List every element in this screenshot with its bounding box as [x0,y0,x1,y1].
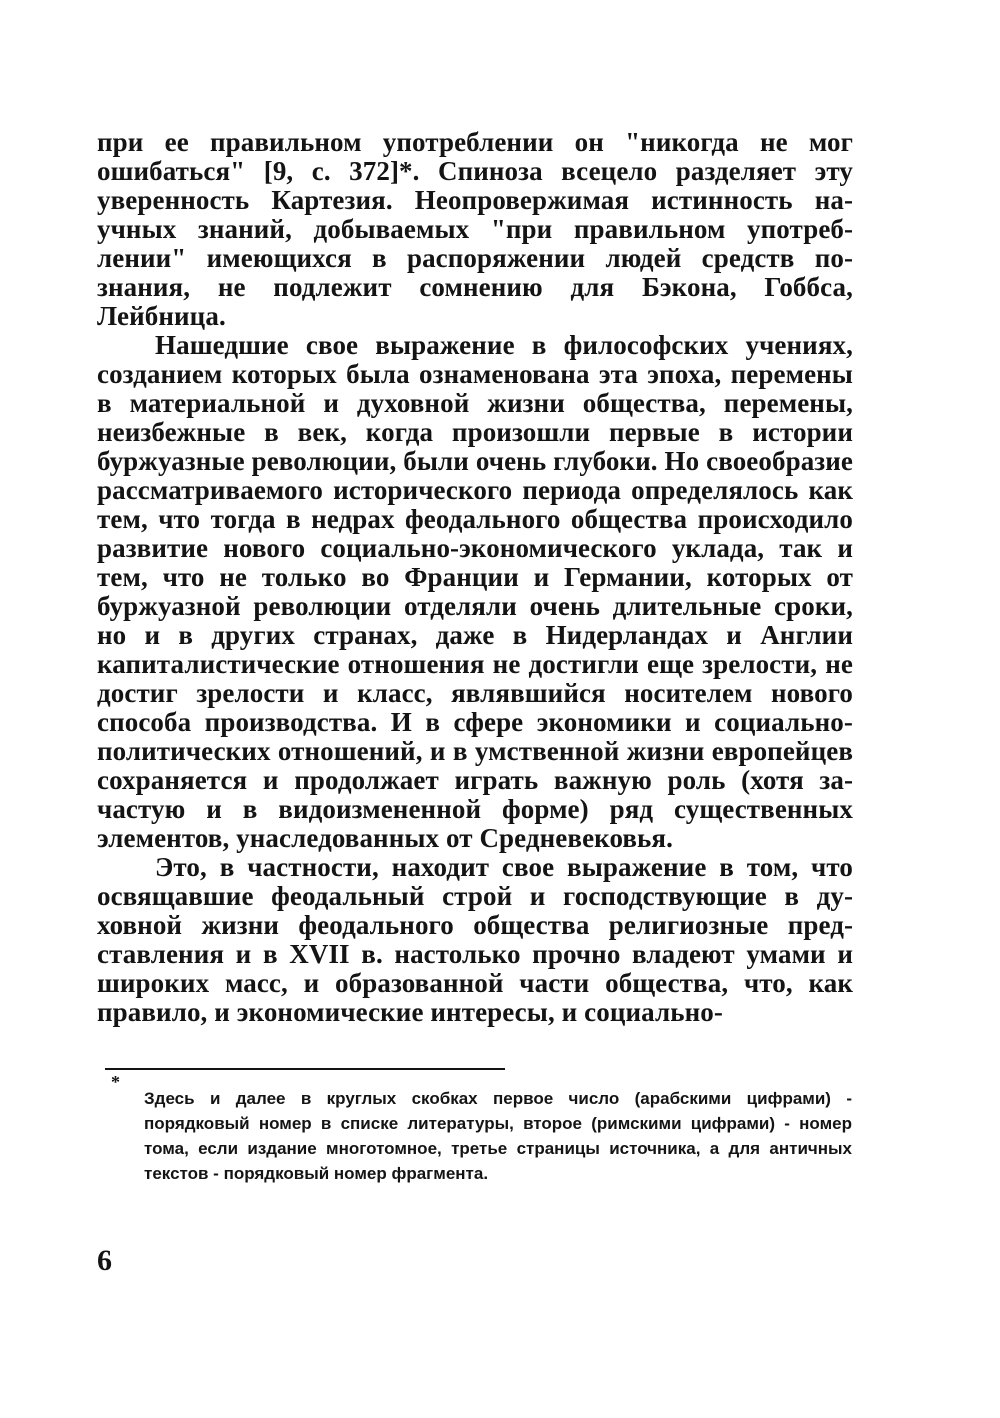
page-number: 6 [97,1244,112,1277]
footnote-text: Здесь и далее в круглых скобках первое число (арабскими цифрами) - порядковый номер в списке литературы, второе (римскими цифрами) - номер тома, если издание многотомное, третье страницы источника, а для античных текстов - порядковый номер фрагмента. [144,1089,852,1183]
paragraph: Нашедшие свое выражение в философских учениях, созданием которых была ознаменована эта эпоха, перемены в материальной и духовной жизни общества, перемены, неизбежные в век, когда произошли первые в истории буржуазные революции, были очень глубоки. Но своеобразие рассматриваемого исторического периода определялось как тем, что тогда в недрах феодального общества происходило развитие нового социально-экономического уклада, так и тем, что не только во Франции и Германии, которых от буржуазной революции отделяли очень длительные сроки, но и в других странах, даже в Нидерландах и Англии капиталистические отношения не достигли еще зрелости, не достиг зрелости и класс, являвшийся носителем нового способа производства. И в сфере экономики и социально-политических отношений, и в умственной жизни европейцев сохраняется и продолжает играть важную роль (хотя зачастую и в видоизмененной форме) ряд существенных элементов, унаследованных от Средневековья. [97,330,853,853]
paragraph-continuation: при ее правильном употреблении он "никогда не мог ошибаться" [9, с. 372]*. Спиноза всецело разделяет эту уверенность Картезия. Неопровержимая истинность научных знаний, добываемых "при правильном употреблении" имеющихся в распоряжении людей средств познания, не подлежит сомнению для Бэкона, Гоббса, Лейбница. [97,127,853,331]
footnote-marker: * [111,1072,120,1092]
paragraph: Это, в частности, находит свое выражение в том, что освящавшие феодальный строй и господствующие в духовной жизни феодального общества религиозные представления и в XVII в. настолько прочно владеют умами и широких масс, и образованной части общества, что, как правило, и экономические интересы, и социально- [97,852,853,1027]
main-text [97,128,853,1027]
footnote-divider [105,1068,505,1070]
